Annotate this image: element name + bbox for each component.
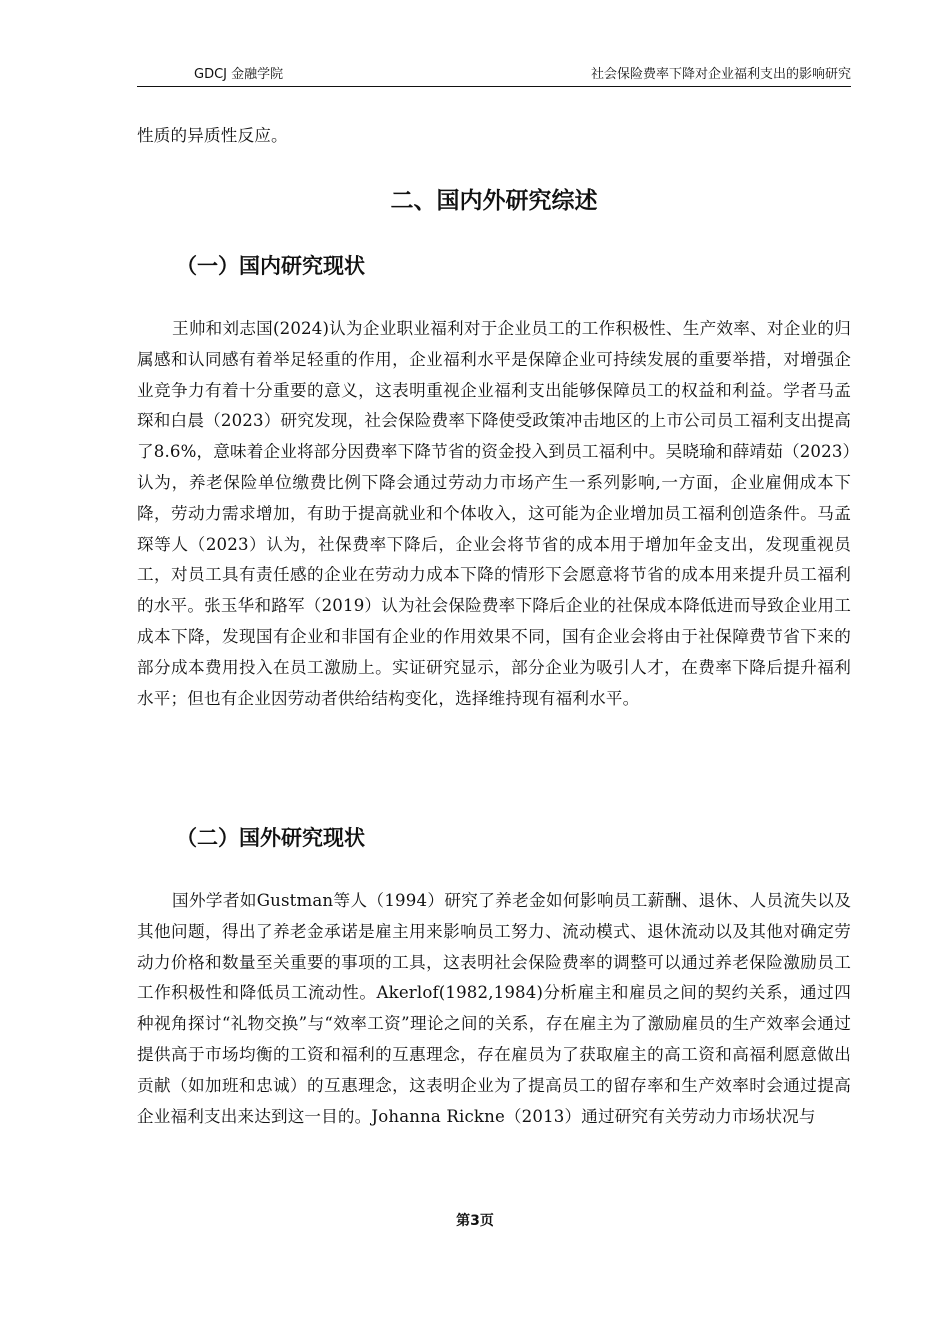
header-school: GDCJ 金融学院 <box>194 67 284 82</box>
page-number: 第3页 <box>456 1213 494 1229</box>
intro-continuation: 性质的异质性反应。 <box>137 126 288 145</box>
header-divider <box>137 86 851 87</box>
section-title: 二、国内外研究综述 <box>390 188 598 214</box>
domestic-heading: （一）国内研究现状 <box>176 254 365 278</box>
foreign-heading: （二）国外研究现状 <box>176 826 365 850</box>
header-thesis-title: 社会保险费率下降对企业福利支出的影响研究 <box>590 67 851 82</box>
running-header <box>137 64 851 86</box>
foreign-paragraph: 国外学者如Gustman等人（1994）研究了养老金如何影响员工薪酬、退休、人员流失以及其他问题，得出了养老金承诺是雇主用来影响员工努力、流动模式、退休流动以及其他对确定劳动力价格和数量至关重要的事项的工具，这表明社会保险费率的调整可以通过养老保险激励员工工作积极性和降低员工流动性。Akerlof(1982,1984)分析雇主和雇员之间的契约关系，通过四种视角探讨“礼物交换”与“效率工资”理论之间的关系，存在雇主为了激励雇员的生产效率会通过提供高于市场均衡的工资和福利的互惠理念，存在雇员为了获取雇主的高工资和高福利愿意做出贡献（如加班和忠诚）的互惠理念，这表明企业为了提高员工的留存率和生产效率时会通过提高企业福利支出来达到这一目的。Johanna Rickne（2013）通过研究有关劳动力市场状况与 <box>137 891 851 1126</box>
domestic-paragraph: 王帅和刘志国(2024)认为企业职业福利对于企业员工的工作积极性、生产效率、对企业的归属感和认同感有着举足轻重的作用，企业福利水平是保障企业可持续发展的重要举措，对增强企业竞争力有着十分重要的意义，这表明重视企业福利支出能够保障员工的权益和利益。学者马孟琛和白晨（2023）研究发现，社会保险费率下降使受政策冲击地区的上市公司员工福利支出提高了8.6%，意味着企业将部分因费率下降节省的资金投入到员工福利中。吴晓瑜和薛靖茹（2023）认为，养老保险单位缴费比例下降会通过劳动力市场产生一系列影响,一方面，企业雇佣成本下降，劳动力需求增加，有助于提高就业和个体收入，这可能为企业增加员工福利创造条件。马孟琛等人（2023）认为，社保费率下降后，企业会将节省的成本用于增加年金支出，发现重视员工，对员工具有责任感的企业在劳动力成本下降的情形下会愿意将节省的成本用来提升员工福利的水平。张玉华和路军（2019）认为社会保险费率下降后企业的社保成本降低进而导致企业用工成本下降，发现国有企业和非国有企业的作用效果不同，国有企业会将由于社保障费节省下来的部分成本费用投入在员工激励上。实证研究显示，部分企业为吸引人才，在费率下降后提升福利水平；但也有企业因劳动者供给结构变化，选择维持现有福利水平。 <box>137 319 851 708</box>
